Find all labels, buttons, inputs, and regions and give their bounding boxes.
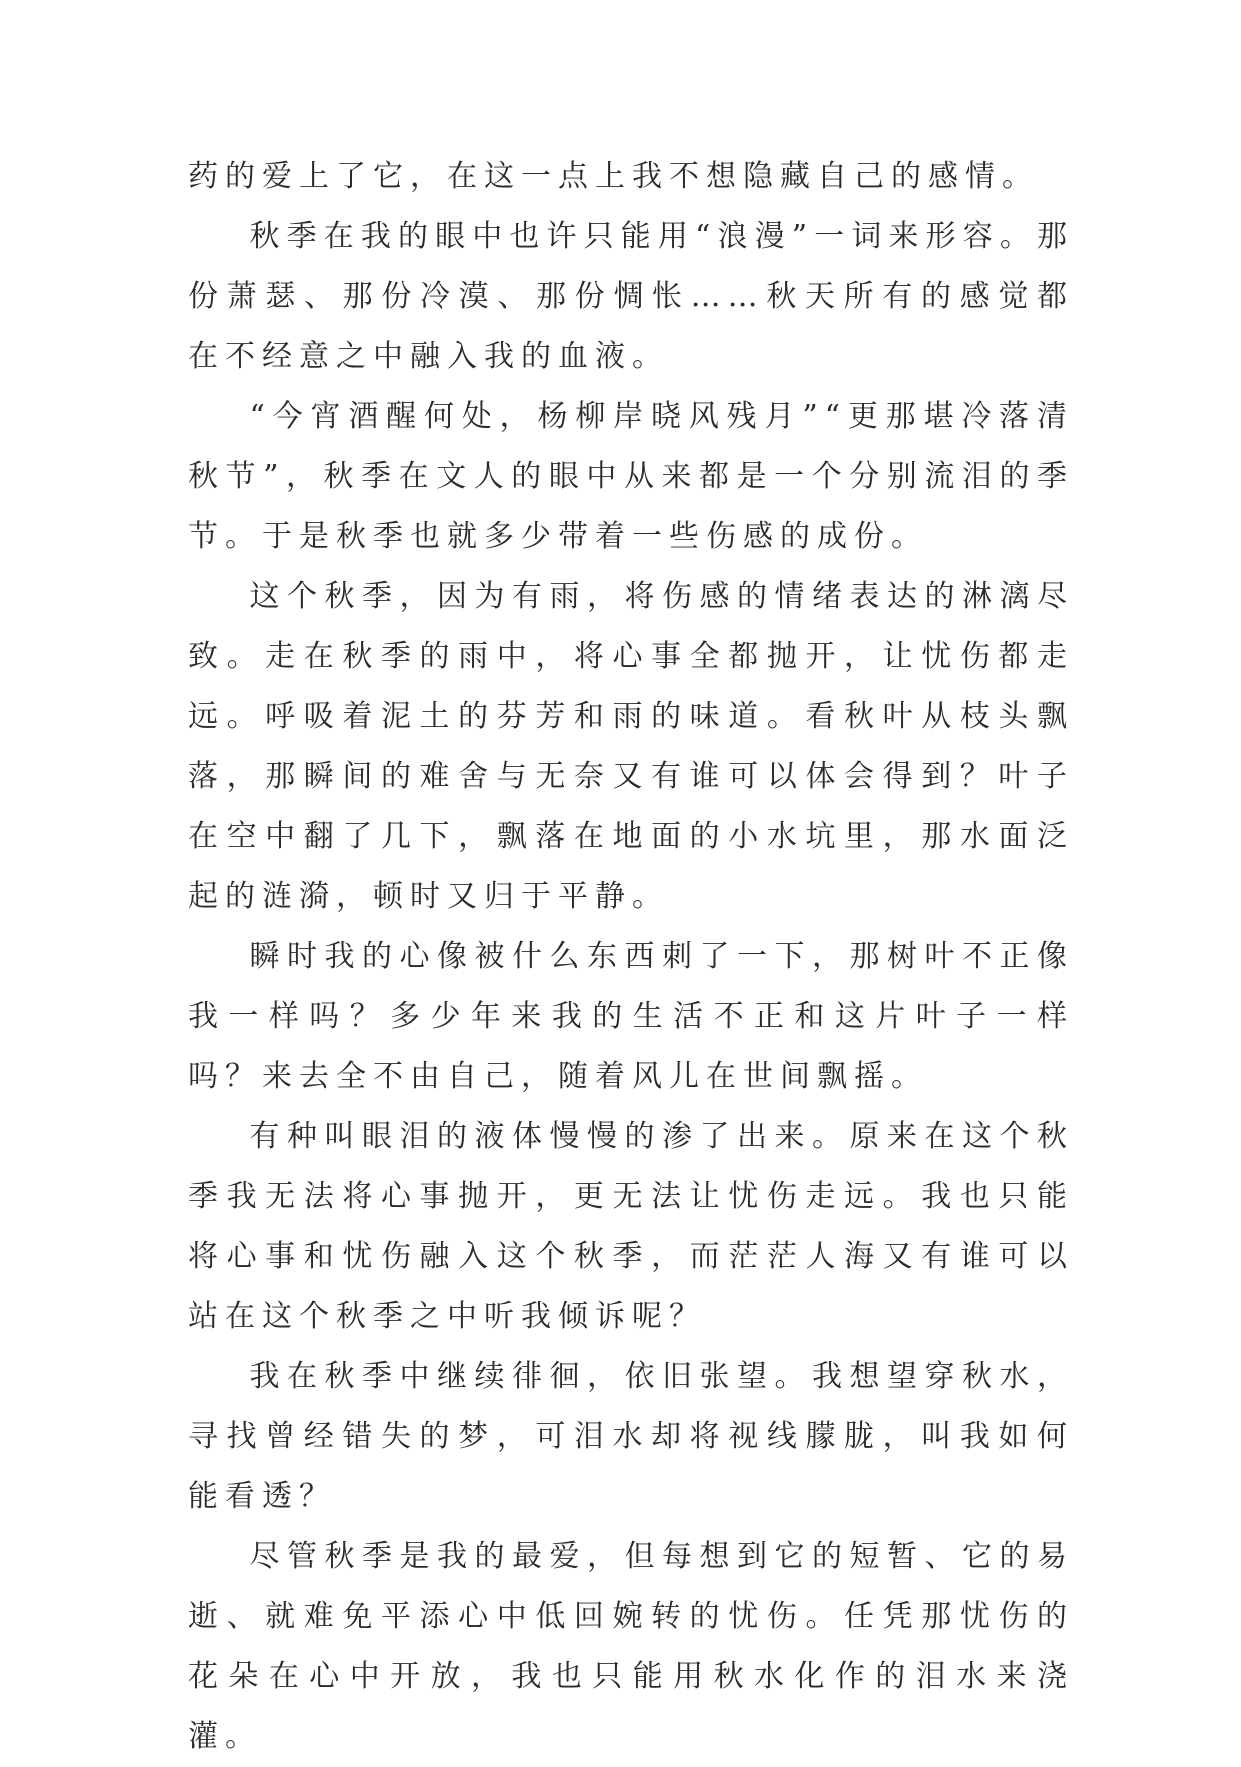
paragraph-2: 秋季在我的眼中也许只能用“浪漫”一词来形容。那份萧瑟、那份冷漠、那份惆怅……秋天所有的感觉都在不经意之中融入我的血液。 <box>188 219 1074 374</box>
paragraph-4: 这个秋季，因为有雨，将伤感的情绪表达的淋漓尽致。走在秋季的雨中，将心事全都抛开，让忧伤都走远。呼吸着泥土的芬芳和雨的味道。看秋叶从枝头飘落，那瞬间的难舍与无奈又有谁可以体会得到？叶子在空中翻了几下，飘落在地面的小水坑里，那水面泛起的涟漪，顿时又归于平静。 <box>188 579 1074 914</box>
paragraph-6: 有种叫眼泪的液体慢慢的渗了出来。原来在这个秋季我无法将心事抛开，更无法让忧伤走远。我也只能将心事和忧伤融入这个秋季，而茫茫人海又有谁可以站在这个秋季之中听我倾诉呢？ <box>188 1119 1074 1334</box>
paragraph-5: 瞬时我的心像被什么东西刺了一下，那树叶不正像我一样吗？多少年来我的生活不正和这片叶子一样吗？来去全不由自己，随着风儿在世间飘摇。 <box>188 939 1074 1094</box>
paragraph-1: 药的爱上了它，在这一点上我不想隐藏自己的感情。 <box>188 159 1039 194</box>
paragraph-7: 我在秋季中继续徘徊，依旧张望。我想望穿秋水，寻找曾经错失的梦，可泪水却将视线朦胧，叫我如何能看透？ <box>188 1359 1074 1514</box>
paragraph-3: “今宵酒醒何处，杨柳岸晓风残月”“更那堪冷落清秋节”，秋季在文人的眼中从来都是一个分别流泪的季节。于是秋季也就多少带着一些伤感的成份。 <box>188 399 1074 554</box>
paragraph-8: 尽管秋季是我的最爱，但每想到它的短暂、它的易逝、就难免平添心中低回婉转的忧伤。任凭那忧伤的花朵在心中开放，我也只能用秋水化作的泪水来浇灌。 <box>188 1539 1074 1754</box>
document-page <box>188 147 1074 1767</box>
